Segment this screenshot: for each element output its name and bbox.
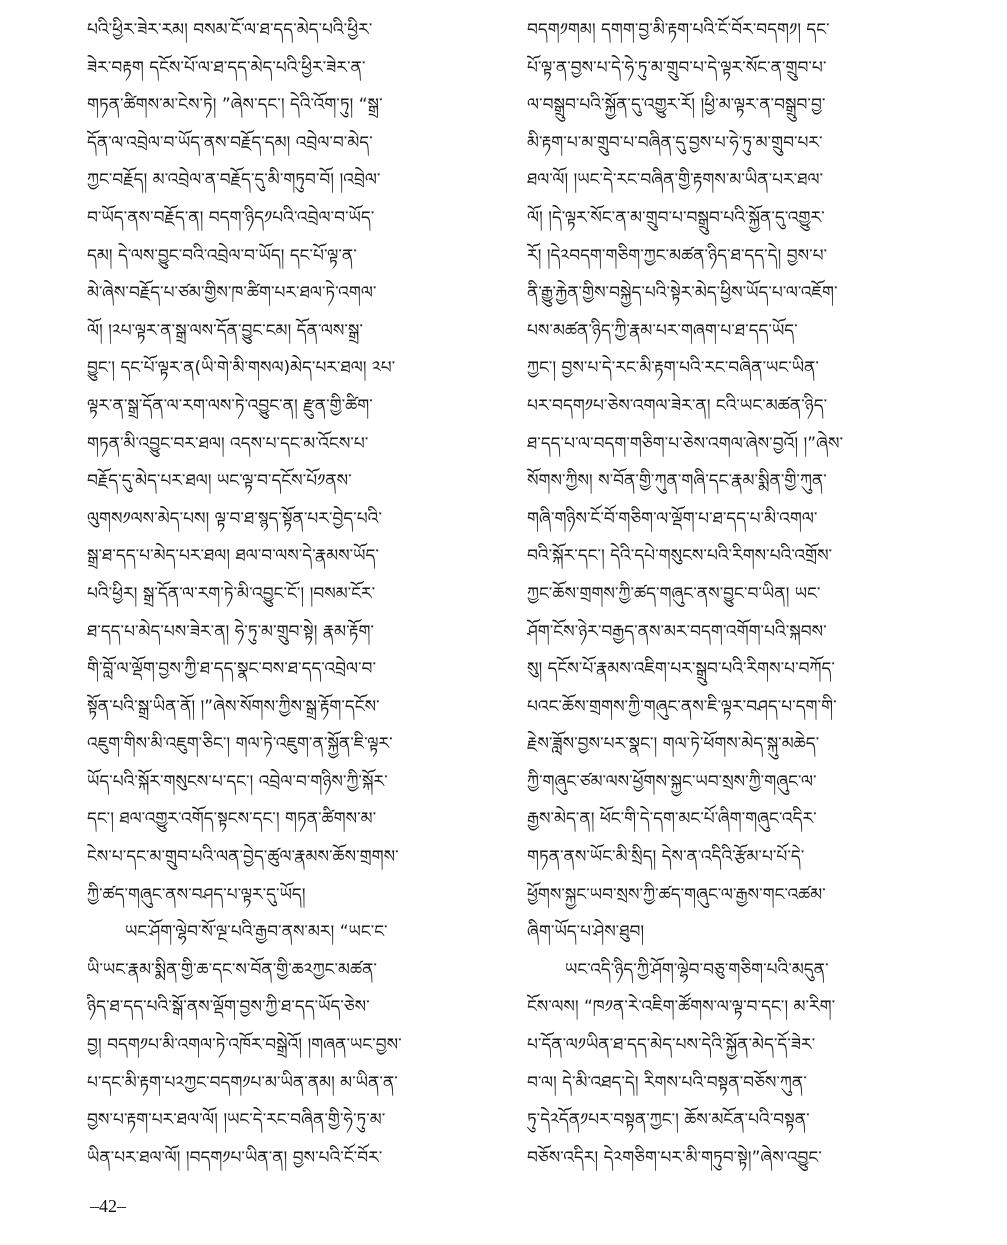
text-line: ཐ་དད་པ་མེད་པས་ཟེར་ན། ཧེ་ཏུ་མ་གྲུབ་སྟེ། རྣམ་རྟོག་ bbox=[87, 621, 374, 642]
text-line: ཤོག་ངོས་ཉེར་བརྒྱད་ནས་མར་བདག་འགོག་པའི་སྐབས་ bbox=[527, 621, 827, 642]
text-line: ལུགས༡ལས་མེད་པས། ལྟ་བ་ཐ་སྙད་སྟོན་པར་བྱེད་པའི་ bbox=[87, 508, 382, 529]
text-line: ཕྱོགས་སྐྱང་ཡབ་སྲས་ཀྱི་ཚད་གཞུང་ལ་རྒྱས་གང་འཚམ་ bbox=[527, 884, 826, 905]
text-line: ལོ། །དེ་ལྟར་སོང་ན་མ་གྲུབ་པ་བསྒྲུབ་པའི་སྐྱོན་དུ་འགྱུར་ bbox=[527, 207, 825, 228]
text-line: ཞིག་ཡོད་པ་ཤེས་ཐུབ། bbox=[527, 922, 645, 943]
text-line: ཡི་ཡང་རྣམ་སྨིན་གྱི་ཆ་དང་ས་བོན་གྱི་ཆ༢ཀྱང་མཚན་ bbox=[87, 959, 378, 980]
text-line: སུ། དངོས་པོ་རྣམས་འཇིག་པར་སྒྲུབ་པའི་རིགས་པ་བཀོད་ bbox=[527, 659, 835, 680]
text-line: ཀྱི་གཞུང་ཙམ་ལས་ཕྱོགས་སྐྱང་ཡབ་སྲས་ཀྱི་གཞུང་ལ་ bbox=[527, 771, 817, 792]
text-line: ཐལ་ལོ། །ཡང་དེ་རང་བཞིན་གྱི་རྟགས་མ་ཡིན་པར་ཐལ་ bbox=[527, 170, 824, 191]
text-line: བྱ། བདག༡པ་མི་འགལ་ཏེ་འཁོར་བསྒྲེའོ། །གཞན་ཡང་བྱས་ bbox=[87, 1035, 402, 1056]
text-line: གཞི་གཉིས་ངོ་བོ་གཅིག་ལ་ལྡོག་པ་ཐ་དད་པ་མི་འགལ་ bbox=[527, 508, 818, 529]
text-line: ཡོད་པའི་སྐོར་གསུངས་པ་དང་། འབྲེལ་བ་གཉིས་ཀྱི་སྐོར་ bbox=[87, 771, 388, 792]
text-line: པ་དང་མི་རྟག་པ༢ཀྱང་བདག༡པ་མ་ཡིན་ནམ། མ་ཡིན་ན་ bbox=[87, 1072, 398, 1093]
text-line: དམ། དེ་ལས་བྱུང་བའི་འབྲེལ་བ་ཡོད། དང་པོ་ལྟ་ན་ bbox=[87, 245, 357, 266]
text-line: བྱས་པ་རྟག་པར་ཐལ་ལོ། །ཡང་དེ་རང་བཞིན་གྱི་ཧེ་ཏུ་མ་ bbox=[87, 1110, 386, 1131]
page-number: –42– bbox=[90, 1196, 126, 1216]
text-line: ཀྱང་ཆོས་གྲགས་ཀྱི་ཚད་གཞུང་ནས་བྱུང་བ་ཡིན། ཡང་ bbox=[527, 583, 821, 604]
text-line: མེ་ཞེས་བརྗོད་པ་ཙམ་གྱིས་ཁ་ཚིག་པར་ཐལ་ཏེ་འགལ་ bbox=[87, 283, 377, 304]
text-line: པས་མཚན་ཉིད་ཀྱི་རྣམ་པར་གཞག་པ་ཐ་དད་ཡོད་ bbox=[527, 320, 798, 341]
text-line: པ་དོན་ལ༡ཡིན་ཐ་དད་མེད་པས་དེའི་སྐྱོན་མེད་དོ་ཟེར་ bbox=[527, 1035, 816, 1056]
text-line: བ་ཡོད་ནས་བརྗོད་ན། བདག་ཉིད༡པའི་འབྲེལ་བ་ཡོད་ bbox=[87, 207, 375, 228]
text-line: བརྗོད་དུ་མེད་པར་ཐལ། ཡང་ལྟ་བ་དངོས་པོ༡ནས་ bbox=[87, 471, 352, 492]
text-line: ཏུ་དེ༢དོན༡པར་བསྟན་ཀྱང་། ཆོས་མངོན་པའི་བསྟན་ bbox=[527, 1110, 810, 1131]
text-line: ཀྱང་། བྱས་པ་དེ་རང་མི་རྟག་པའི་རང་བཞིན་ཡང་ཡིན་ bbox=[527, 358, 819, 379]
text-line: པའང་ཆོས་གྲགས་ཀྱི་གཞུང་ནས་ཇི་ལྟར་བཤད་པ་དག་གི་ bbox=[527, 696, 837, 717]
text-line: ཟེར་བརྟག དངོས་པོ་ལ་ཐ་དད་མེད་པའི་ཕྱིར་ཟེར་ན་ bbox=[87, 57, 366, 78]
text-line: སྒྲ་ཐ་དད་པ་མེད་པར་ཐལ། ཐལ་བ་ལས་དེ་རྣམས་ཡོད་ bbox=[87, 546, 379, 567]
text-line: བའི་སྐོར་དང་། དེའི་དཔེ་གསུངས་པའི་རིགས་པའི་འགྲོས་ bbox=[527, 546, 833, 567]
right-text-column bbox=[527, 12, 952, 1177]
text-line: མི་རྟག་པ་མ་གྲུབ་པ་བཞིན་དུ་བྱས་པ་ཧེ་ཏུ་མ་གྲུབ་པར་ bbox=[527, 132, 823, 153]
text-line: འཇུག་གིས་མི་འཇུག་ཅིང་། གལ་ཏེ་འཇུག་ན་སྐྱོན་ཇི་ལྟར་ bbox=[87, 734, 393, 755]
text-line: སོགས་ཀྱིས། ས་བོན་གྱི་ཀུན་གཞི་དང་རྣམ་སྨིན་གྱི་ཀུན་ bbox=[527, 471, 827, 492]
text-line: ངོས་ལས། “ཁ༡ན་རེ་འཇིག་ཚོགས་ལ་ལྟ་བ་དང་། མ་རིག་ bbox=[527, 997, 836, 1018]
text-line: སྟོན་པའི་སྒྲ་ཡིན་ནོ། །”ཞེས་སོགས་ཀྱིས་སྒྲ་རྟོག་དངོས་ bbox=[87, 696, 380, 717]
text-line: ཉིད་ཐ་དད་པའི་སྒོ་ནས་ལྡོག་བྱས་ཀྱི་ཐ་དད་ཡོད་ཅེས་ bbox=[87, 997, 370, 1018]
text-line: ལྟར་ན་སྒྲ་དོན་ལ་རག་ལས་ཏེ་འབྱུང་ན། རྫུན་གྱི་ཚིག་ bbox=[87, 395, 373, 416]
text-line: རྒྱས་མེད་ན། ཕོང་གི་དེ་དག་མང་པོ་ཞིག་གཞུང་འདིར་ bbox=[527, 809, 817, 830]
text-line: ཐ་དད་པ་ལ་བདག་གཅིག་པ་ཅེས་འགལ་ཞེས་བྱའོ། །”ཞེས་ bbox=[527, 433, 844, 454]
text-line: པའི་ཕྱིར་ཟེར་རམ། བསམ་ངོ་ལ་ཐ་དད་མེད་པའི་ཕྱིར་ bbox=[87, 20, 373, 40]
text-line: དང་། ཐལ་འགྱུར་འགོད་སྟངས་དང་། གཏན་ཚིགས་མ་ bbox=[87, 809, 377, 830]
text-line: རྗེས་ཟློས་བྱས་པར་སྣང་། གལ་ཏེ་ཕོགས་མེད་སྐུ་མཆེད་ bbox=[527, 734, 820, 755]
text-line: ཡང་ཤོག་ལྷེབ་སོ་ལྔ་པའི་རྒྱབ་ནས་མར། “ཡང་ང་ bbox=[125, 922, 388, 943]
text-line: བྱུང་། དང་པོ་ལྟར་ན(ཡི་གེ་མི་གསལ)མེད་པར་ཐལ། ༢པ་ bbox=[87, 358, 396, 379]
text-line: པའི་ཕྱིར། སྒྲ་དོན་ལ་རག་ཏེ་མི་འབྱུང་ངོ་། །བསམ་ངོར་ bbox=[87, 583, 376, 604]
text-line: ཀྱི་ཚད་གཞུང་ནས་བཤད་པ་ལྟར་དུ་ཡོད། bbox=[87, 884, 306, 905]
text-line: གཏན་ཚིགས་མ་ངེས་ཏེ། ”ཞེས་དང་། དེའི་འོག་ཏུ། “སྒྲ་ bbox=[87, 95, 383, 116]
text-line: ཡང་འདི་ཉིད་ཀྱི་ཤོག་ལྷེབ་བཅུ་གཅིག་པའི་མདུན་ bbox=[565, 959, 829, 980]
text-line: ལོ། །༢པ་ལྟར་ན་སྒྲ་ལས་དོན་བྱུང་ངམ། དོན་ལས་སྒྲ་ bbox=[87, 320, 363, 341]
text-line: རོ། །དེ༢བདག་གཅིག་ཀྱང་མཚན་ཉིད་ཐ་དད་དེ། བྱས་པ་ bbox=[527, 245, 828, 266]
text-line: གཏན་མི་འབྱུང་བར་ཐལ། འདས་པ་དང་མ་འོངས་པ་ bbox=[87, 433, 369, 454]
text-line: པར་བདག༡པ་ཅེས་འགལ་ཟེར་ན། ངའི་ཡང་མཚན་ཉིད་ bbox=[527, 395, 828, 416]
text-line: ནི་རྒྱུ་རྐྱེན་གྱིས་བསྐྱེད་པའི་སྟེར་མེད་ཕྱིས་ཡོད་པ་ལ་འཇོག་ bbox=[527, 283, 838, 304]
text-line: བཅོས་འདིར། དེ༢གཅིག་པར་མི་གཏུབ་སྟེ།”ཞེས་འབྱུང་ bbox=[527, 1147, 822, 1168]
text-line: བདག༡གམ། དགག་བྱ་མི་རྟག་པའི་ངོ་བོར་བདག༡། དང་ bbox=[527, 20, 830, 40]
text-line: ངེས་པ་དང་མ་གྲུབ་པའི་ལན་བྱེད་ཚུལ་རྣམས་ཆོས་གྲགས་ bbox=[87, 847, 399, 868]
text-line: དོན་ལ་འབྲེལ་བ་ཡོད་ནས་བརྗོད་དམ། འབྲེལ་བ་མེད་ bbox=[87, 132, 373, 153]
text-line: ཡིན་པར་ཐལ་ལོ། །བདག༡པ་ཡིན་ན། བྱས་པའི་ངོ་བོར་ bbox=[87, 1147, 383, 1168]
text-line: བ་ལ། དེ་མི་འཐད་དེ། རིགས་པའི་བསྟན་བཅོས་ཀུན་ bbox=[527, 1072, 807, 1093]
left-text-column bbox=[87, 12, 512, 1177]
text-line: ལ་བསྒྲུབ་པའི་སྐྱོན་དུ་འགྱུར་རོ། །ཕྱི་མ་ལྟར་ན་བསྒྲུབ་བྱ་ bbox=[527, 95, 826, 116]
text-line: གི་བློ་ལ་ལྡོག་བྱས་ཀྱི་ཐ་དད་སྣང་བས་ཐ་དད་འབྲེལ་བ་ bbox=[87, 659, 377, 680]
text-line: ཀྱང་བརྗོད། མ་འབྲེལ་ན་བརྗོད་དུ་མི་གཏུབ་བོ། །འབྲེལ་ bbox=[87, 170, 381, 191]
text-line: པོ་ལྟ་ན་བྱས་པ་དེ་ཧེ་ཏུ་མ་གྲུབ་པ་དེ་ལྟར་སོང་ན་གྲུབ་པ་ bbox=[527, 57, 827, 78]
text-line: གཏན་ནས་ཡོང་མི་སྲིད། དེས་ན་འདིའི་རྩོམ་པ་པོ་དེ་ bbox=[527, 847, 805, 868]
